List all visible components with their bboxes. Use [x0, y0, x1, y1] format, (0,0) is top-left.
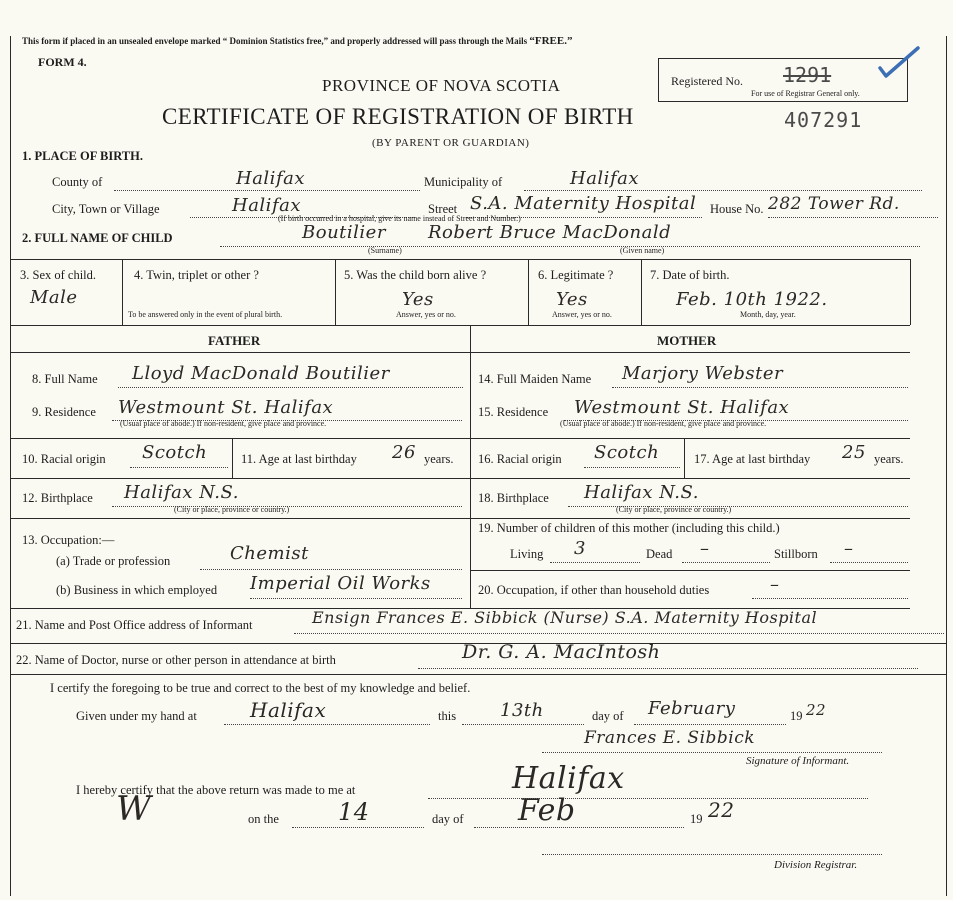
registration-stamp: 407291	[784, 108, 863, 132]
father-residence-label: 9. Residence	[32, 405, 96, 419]
informant-signature-caption: Signature of Informant.	[746, 755, 850, 767]
informant-signature: Frances E. Sibbick	[584, 728, 756, 748]
county-label: County of	[52, 175, 103, 189]
legitimate-value: Yes	[556, 289, 588, 310]
sex-label: 3. Sex of child.	[20, 268, 97, 282]
doctor-value: Dr. G. A. MacIntosh	[462, 641, 661, 663]
father-birthplace-label: 12. Birthplace	[22, 491, 93, 505]
father-racial-label: 10. Racial origin	[22, 452, 106, 466]
doctor-label: 22. Name of Doctor, nurse or other person in attendance at birth	[16, 653, 336, 667]
child-name-line	[220, 246, 920, 247]
father-occupation-label: 13. Occupation:—	[22, 533, 115, 547]
registrar-year-prefix: 19	[690, 812, 703, 826]
child-given-name: Robert Bruce MacDonald	[428, 222, 672, 243]
father-business-label: (b) Business in which employed	[56, 583, 218, 597]
given-place: Halifax	[250, 698, 327, 722]
mother-years-label: years.	[874, 452, 904, 466]
children-count-label: 19. Number of children of this mother (including this child.)	[478, 521, 780, 535]
father-age: 26	[392, 442, 416, 463]
father-business: Imperial Oil Works	[250, 573, 431, 594]
row3-top-rule	[10, 259, 910, 260]
certify-statement: I certify the foregoing to be true and correct to the best of my knowledge and belief.	[50, 681, 471, 695]
registrar-initials: W	[116, 789, 152, 829]
dead-label: Dead	[646, 547, 673, 561]
mother-birthplace-note: (City or place, province or country.)	[616, 505, 732, 514]
given-day: 13th	[500, 700, 544, 721]
registrar-year: 22	[708, 798, 735, 822]
day-of-label: day of	[592, 709, 624, 723]
stillborn-count: –	[844, 538, 854, 559]
page-title: CERTIFICATE OF REGISTRATION OF BIRTH	[162, 104, 634, 129]
stillborn-label: Stillborn	[774, 547, 818, 561]
page-subtitle: (BY PARENT OR GUARDIAN)	[372, 137, 530, 149]
living-label: Living	[510, 547, 544, 561]
sex-value: Male	[30, 287, 78, 308]
born-alive-label: 5. Was the child born alive ?	[344, 268, 487, 282]
on-the-label: on the	[248, 812, 279, 826]
mother-birthplace: Halifax N.S.	[584, 482, 699, 503]
municipality-value: Halifax	[570, 168, 639, 189]
checkmark-icon	[874, 44, 924, 82]
father-trade: Chemist	[230, 543, 309, 564]
street-value: S.A. Maternity Hospital	[470, 193, 697, 214]
house-number-line	[768, 217, 938, 218]
mother-age: 25	[842, 442, 866, 463]
registrar-day: 14	[338, 798, 370, 826]
father-birthplace: Halifax N.S.	[124, 482, 239, 503]
mother-occupation: –	[770, 574, 780, 595]
mother-residence-note: (Usual place of abode.) If non-resident, give place and province.	[560, 419, 767, 428]
born-alive-note: Answer, yes or no.	[396, 310, 456, 319]
legitimate-note: Answer, yes or no.	[552, 310, 612, 319]
child-surname: Boutilier	[302, 222, 386, 243]
form-left-border	[10, 36, 11, 896]
mother-racial-label: 16. Racial origin	[478, 452, 562, 466]
division-registrar-caption: Division Registrar.	[774, 859, 858, 871]
mother-racial-origin: Scotch	[594, 442, 660, 463]
mail-notice: This form if placed in an unsealed envelope marked “ Dominion Statistics free,” and properly addressed will pass through the Mails “FREE.”	[22, 35, 573, 47]
father-birthplace-note: (City or place, province or country.)	[174, 505, 290, 514]
date-of-birth-note: Month, day, year.	[740, 310, 796, 319]
born-alive-value: Yes	[402, 289, 434, 310]
surname-caption: (Surname)	[368, 246, 402, 255]
informant-value: Ensign Frances E. Sibbick (Nurse) S.A. Maternity Hospital	[312, 608, 818, 627]
registrar-use-note: For use of Registrar General only.	[751, 89, 860, 98]
row3-bottom-rule	[10, 325, 910, 326]
date-of-birth-label: 7. Date of birth.	[650, 268, 730, 282]
child-name-label: 2. FULL NAME OF CHILD	[22, 231, 173, 245]
registered-number-label: Registered No.	[671, 74, 743, 88]
mother-name-label: 14. Full Maiden Name	[478, 372, 592, 386]
informant-label: 21. Name and Post Office address of Informant	[16, 618, 253, 632]
municipality-line	[524, 190, 922, 191]
registrar-month: Feb	[518, 793, 576, 828]
registered-number-value: 1291	[783, 63, 832, 87]
registrar-place: Halifax	[512, 761, 625, 796]
mother-maiden-name: Marjory Webster	[622, 363, 784, 384]
house-number-value: 282 Tower Rd.	[768, 194, 900, 214]
mother-age-label: 17. Age at last birthday	[694, 452, 811, 466]
form-number: FORM 4.	[38, 55, 87, 69]
province-heading: PROVINCE OF NOVA SCOTIA	[322, 76, 561, 95]
county-value: Halifax	[236, 168, 305, 189]
dead-count: –	[700, 538, 710, 559]
street-label: Street	[428, 202, 458, 216]
hospital-note: (If birth occurred in a hospital, give its name instead of Street and Number.)	[278, 214, 521, 223]
this-label: this	[438, 709, 457, 723]
given-year: 22	[806, 701, 827, 719]
father-residence: Westmount St. Halifax	[118, 397, 334, 418]
father-residence-note: (Usual place of abode.) If non-resident, give place and province.	[120, 419, 327, 428]
given-name-caption: (Given name)	[620, 246, 665, 255]
twin-label: 4. Twin, triplet or other ?	[134, 268, 259, 282]
living-count: 3	[574, 538, 586, 559]
father-heading: FATHER	[208, 333, 261, 348]
registered-number-box	[658, 58, 908, 102]
year-prefix: 19	[790, 709, 803, 723]
parent-divider	[470, 326, 471, 608]
county-line	[114, 190, 420, 191]
registrar-day-of-label: day of	[432, 812, 464, 826]
registrar-certify-statement: I hereby certify that the above return was made to me at	[76, 783, 356, 797]
mother-occupation-label: 20. Occupation, if other than household duties	[478, 583, 710, 597]
father-age-label: 11. Age at last birthday	[241, 452, 357, 466]
father-racial-origin: Scotch	[142, 442, 208, 463]
given-month: February	[648, 698, 736, 719]
father-name: Lloyd MacDonald Boutilier	[132, 363, 390, 384]
legitimate-label: 6. Legitimate ?	[538, 268, 614, 282]
place-of-birth-heading: 1. PLACE OF BIRTH.	[22, 149, 143, 163]
mother-residence: Westmount St. Halifax	[574, 397, 790, 418]
mother-birthplace-label: 18. Birthplace	[478, 491, 549, 505]
municipality-label: Municipality of	[424, 175, 503, 189]
city-value: Halifax	[232, 195, 301, 216]
mother-residence-label: 15. Residence	[478, 405, 549, 419]
given-under-hand-label: Given under my hand at	[76, 709, 197, 723]
mother-heading: MOTHER	[657, 333, 717, 348]
house-number-label: House No.	[710, 202, 764, 216]
twin-note: To be answered only in the event of plural birth.	[128, 310, 283, 319]
date-of-birth-value: Feb. 10th 1922.	[676, 289, 828, 310]
father-trade-label: (a) Trade or profession	[56, 554, 171, 568]
city-label: City, Town or Village	[52, 202, 160, 216]
father-name-label: 8. Full Name	[32, 372, 98, 386]
father-years-label: years.	[424, 452, 454, 466]
form-right-border	[946, 36, 947, 896]
